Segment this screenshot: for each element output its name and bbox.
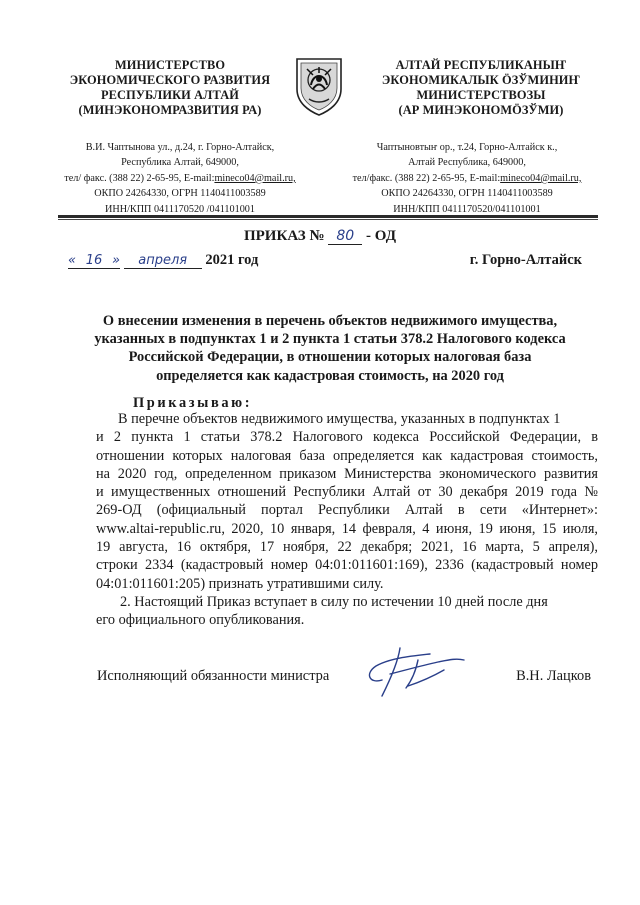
header-right-line: (АР МИНЭКОНОМÖЗЎМИ)	[398, 103, 564, 117]
body-line: 269-ОД (официальный портал Республики Алтай в сети «Интернет»:	[96, 502, 598, 519]
order-title-prefix: ПРИКАЗ №	[243, 228, 325, 244]
date-open-quote: «	[68, 253, 77, 268]
header-right-line: МИНИСТЕРСТВОЗЫ	[416, 88, 546, 102]
date-year: 2021 год	[205, 252, 259, 268]
order-date	[68, 252, 258, 269]
body-line: В перечне объектов недвижимого имущества, указанных в подпунктах 1	[118, 411, 561, 427]
address-line: Республика Алтай, 649000,	[121, 157, 239, 169]
header-left-line: РЕСПУБЛИКИ АЛТАЙ	[101, 88, 239, 102]
body-line: и 2 пункта 1 статьи 378.2 Налогового кодекса Российской Федерации, в	[96, 429, 598, 446]
prikazyvayu-heading: Приказываю:	[133, 395, 253, 411]
subject-line: определяется как кадастровая стоимость, на 2020 год	[156, 367, 504, 384]
subject-line: Российской Федерации, в отношении которых налоговая база	[128, 349, 532, 366]
address-line: ИНН/КПП 0411170520/041101001	[393, 203, 541, 215]
address-line: ИНН/КПП 0411170520 /041101001	[105, 203, 255, 215]
order-body	[96, 410, 598, 630]
body-line: www.altai-republic.ru, 2020, 10 января, 14 февраля, 4 июня, 19 июня, 15 июля,	[96, 520, 598, 537]
order-subject	[80, 312, 580, 385]
address-line: Чаптыновтыҥ ор., т.24, Горно-Алтайск к.,	[376, 142, 558, 153]
handwritten-signature	[360, 640, 480, 702]
signer-name: В.Н. Лацков	[516, 668, 591, 684]
header-left-line: ЭКОНОМИЧЕСКОГО РАЗВИТИЯ	[69, 73, 271, 87]
order-title	[0, 228, 640, 245]
body-line: его официального опубликования.	[96, 612, 305, 629]
address-contacts	[30, 171, 330, 186]
body-line: 19 августа, 16 октября, 17 ноября, 22 декабря; 2021, 16 марта, 5 апреля),	[96, 539, 598, 556]
coat-of-arms-emblem	[293, 55, 345, 117]
body-line: отношении которых налоговая база определяется как кадастровая стоимость,	[96, 447, 598, 464]
date-month: апреля	[124, 253, 202, 269]
header-right	[350, 58, 612, 118]
header-divider-thin	[58, 219, 598, 220]
header-left	[40, 58, 300, 118]
signer-position: Исполняющий обязанности министра	[97, 668, 330, 684]
address-contacts	[322, 171, 612, 186]
header-divider	[58, 215, 598, 218]
email-link[interactable]: mineco04@mail.ru,	[500, 172, 582, 184]
address-left	[30, 140, 330, 217]
address-line: ОКПО 24264330, ОГРН 1140411003589	[94, 188, 266, 200]
header-left-line: (МИНЭКОНОМРАЗВИТИЯ РА)	[78, 103, 262, 117]
address-phone: тел/факс. (388 22) 2-65-95, E-mail:	[352, 172, 501, 184]
body-line: 04:01:011601:205) признать утратившими силу.	[96, 575, 384, 592]
subject-line: О внесении изменения в перечень объектов недвижимого имущества,	[102, 313, 558, 329]
address-line: Алтай Республика, 649000,	[408, 157, 526, 169]
order-title-suffix: - ОД	[366, 228, 397, 244]
body-line: 2. Настоящий Приказ вступает в силу по истечении 10 дней после дня	[120, 593, 548, 610]
order-city: г. Горно-Алтайск	[469, 252, 582, 268]
date-close-quote: »	[112, 253, 121, 268]
header-right-line: ЭКОНОМИКАЛЫК ÖЗЎМИНИҤ	[381, 73, 581, 87]
address-phone: тел/ факс. (388 22) 2-65-95, E-mail:	[64, 172, 215, 184]
order-number: 80	[328, 228, 362, 245]
header-left-line: МИНИСТЕРСТВО	[114, 58, 226, 72]
body-line: строки 2334 (кадастровый номер 04:01:011601:169), 2336 (кадастровый номер	[96, 557, 598, 574]
address-right	[322, 140, 612, 217]
email-link[interactable]: mineco04@mail.ru,	[214, 172, 296, 184]
date-day: 16	[76, 253, 112, 269]
header-right-line: АЛТАЙ РЕСПУБЛИКАНЫҤ	[395, 58, 567, 72]
body-line: и имущественных отношений Республики Алтай от 30 декабря 2019 года №	[96, 484, 598, 501]
address-line: В.И. Чаптынова ул., д.24, г. Горно-Алтайск,	[85, 142, 275, 153]
subject-line: указанных в подпунктах 1 и 2 пункта 1 статьи 378.2 Налогового кодекса	[94, 331, 566, 348]
body-line: на 2020 год, определенном приказом Министерства экономического развития	[96, 465, 598, 482]
address-line: ОКПО 24264330, ОГРН 1140411003589	[381, 188, 553, 200]
